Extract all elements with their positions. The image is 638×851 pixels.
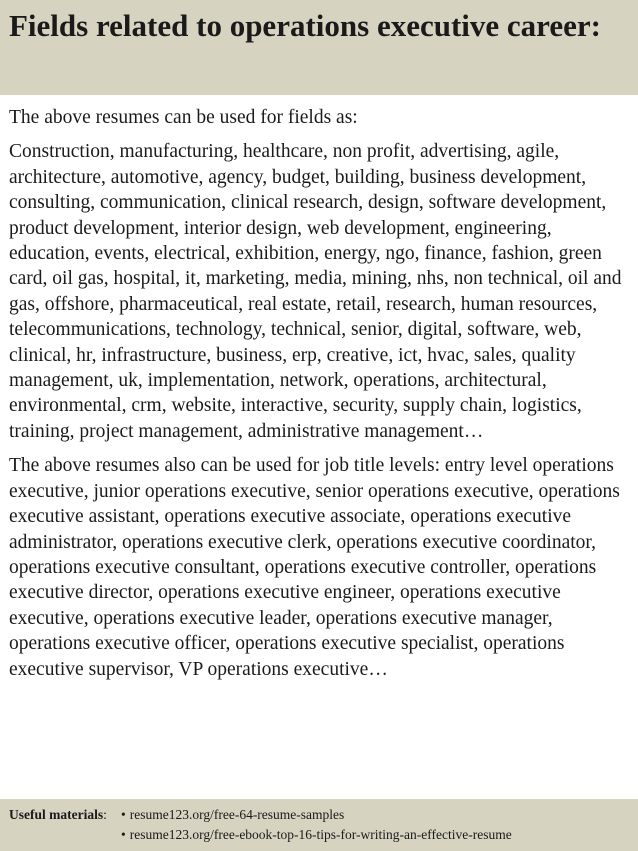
footer-spacer	[9, 825, 121, 845]
resume-samples-link[interactable]: resume123.org/free-64-resume-samples	[129, 807, 345, 822]
page-title-colon: :	[590, 8, 601, 43]
job-titles-paragraph: The above resumes also can be used for job title levels: entry level operations executive, junior operations executive, senior operations executive, operations executive assistant, operations executive associate, operations executive administrator, operations executive clerk, operations executive coordinator, operations executive consultant, operations executive controller, operations executive director, operations executive engineer, operations executive executive, operations executive leader, operations executive manager, operations executive officer, operations executive specialist, operations executive supervisor, VP operations executive…	[9, 455, 620, 680]
ebook-tips-link[interactable]: resume123.org/free-ebook-top-16-tips-for-writing-an-effective-resume	[129, 827, 512, 842]
intro-paragraph: The above resumes can be used for fields as:	[9, 107, 358, 128]
useful-materials-footer	[0, 799, 638, 851]
page-title-text: Fields related to operations executive career	[9, 8, 591, 43]
fields-paragraph: Construction, manufacturing, healthcare, non profit, advertising, agile, architecture, automotive, agency, budget, building, business development, consulting, communication, clinical research, design, software development, product development, interior design, web development, engineering, education, events, electrical, exhibition, energy, ngo, finance, fashion, green card, oil gas, hospital, it, marketing, media, mining, nhs, non technical, oil and gas, offshore, pharmaceutical, real estate, retail, research, human resources, telecommunications, technology, technical, senior, digital, software, web, clinical, hr, infrastructure, business, erp, creative, ict, hvac, sales, quality management, uk, implementation, network, operations, architectural, environmental, crm, website, interactive, security, supply chain, logistics, training, project management, administrative management…	[9, 141, 622, 442]
useful-materials-label: Useful materials	[9, 807, 104, 822]
footer-row-2	[9, 825, 629, 845]
main-content	[9, 105, 631, 691]
bullet-icon: •	[121, 807, 126, 822]
page-title	[9, 6, 630, 46]
footer-row-1	[9, 805, 629, 825]
page-header	[0, 0, 638, 95]
useful-materials-colon: :	[103, 807, 107, 822]
useful-materials-label-wrap	[9, 805, 121, 825]
bullet-icon: •	[121, 827, 126, 842]
